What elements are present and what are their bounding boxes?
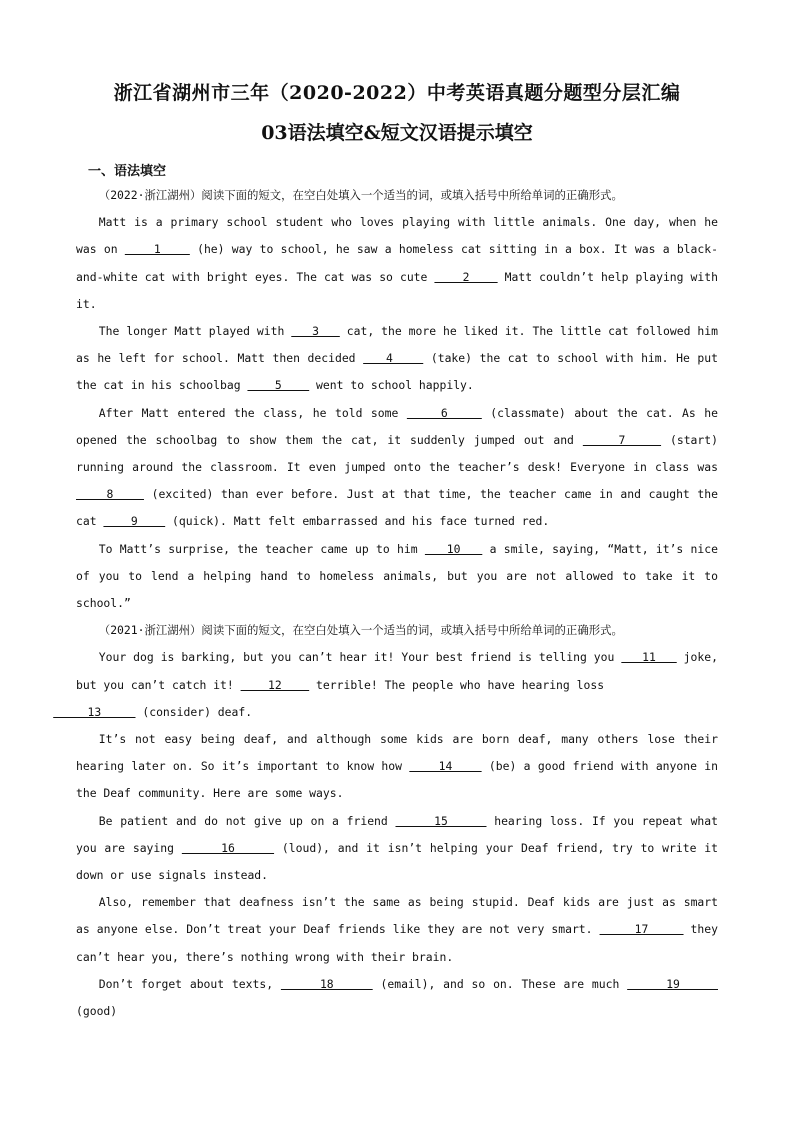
blank-19: 19	[627, 976, 718, 991]
blank-14: 14	[409, 759, 482, 774]
blank-11: 11	[621, 650, 677, 665]
blank-9: 9	[103, 514, 166, 529]
blank-17: 17	[599, 922, 684, 937]
passages	[53, 182, 719, 1025]
passage-2021-para-2: It’s not easy being deaf, and although some kids are born deaf, many others lose their hearing later on. So it’s important to know how 14 (be) a good friend with anyone in the Deaf community. Here are some ways.	[76, 732, 719, 801]
blank-5: 5	[247, 378, 310, 393]
passage-2021-intro: （2021·浙江湖州）阅读下面的短文，在空白处填入一个适当的词，或填入括号中所给单词的正确形式。	[98, 623, 623, 638]
doc-title: 浙江省湖州市三年（2020-2022）中考英语真题分题型分层汇编	[113, 82, 681, 104]
blank-3: 3	[291, 324, 340, 339]
section-heading: 一、语法填空	[88, 164, 167, 179]
passage-2021-para-1: Your dog is barking, but you can’t hear it! Your best friend is telling you 11 joke, but you can’t catch it! 12 terrible! The people who have hearing loss 13 (consider) deaf.	[53, 650, 718, 719]
passage-2022-para-2: The longer Matt played with 3 cat, the more he liked it. The little cat followed him as he left for school. Matt then decided 4 (take) the cat to school with him. He put the cat in his schoolbag 5 went to school happily.	[76, 324, 718, 393]
blank-18: 18	[280, 976, 373, 991]
passage-2021-para-5: Don’t forget about texts, 18 (email), and so on. These are much 19 (good)	[76, 976, 718, 1019]
doc-subtitle: 03语法填空&短文汉语提示填空	[261, 122, 533, 144]
blank-7: 7	[582, 432, 662, 447]
blank-10: 10	[424, 541, 483, 556]
blank-13: 13	[53, 704, 136, 719]
blank-12: 12	[240, 677, 310, 692]
passage-2022-intro: （2022·浙江湖州）阅读下面的短文，在空白处填入一个适当的词，或填入括号中所给单词的正确形式。	[98, 188, 623, 202]
blank-16: 16	[181, 840, 275, 855]
passage-2022-para-3: After Matt entered the class, he told some 6 (classmate) about the cat. As he opened the schoolbag to show them the cat, it suddenly jumped out and 7 (start) running around the classroom. It even jumped onto the teacher’s desk! Everyone in class was 8 (excited) than ever before. Just at that time, the teacher came in and caught the cat 9 (quick). Matt felt embarrassed and his face turned red.	[76, 405, 718, 529]
blank-2: 2	[434, 269, 498, 284]
passage-2021-para-3: Be patient and do not give up on a friend 15 hearing loss. If you repeat what you are saying 16 (loud), and it isn’t helping your Deaf friend, try to write it down or use signals instead.	[76, 813, 718, 883]
blank-6: 6	[406, 405, 482, 420]
passage-2021-para-4: Also, remember that deafness isn’t the same as being stupid. Deaf kids are just as smart as anyone else. Don’t treat your Deaf friends like they are not very smart. 17 they can’t hear you, there’s nothing wrong with their brain.	[76, 895, 718, 964]
passage-2022-para-1: Matt is a primary school student who loves playing with little animals. One day, when he was on 1 (he) way to school, he saw a homeless cat sitting in a box. It was a black-and-white cat with bright eyes. The cat was so cute 2 Matt couldn’t help playing with it.	[76, 215, 718, 311]
blank-1: 1	[124, 242, 190, 257]
blank-15: 15	[395, 813, 487, 828]
blank-4: 4	[363, 351, 424, 366]
passage-2022-para-4: To Matt’s surprise, the teacher came up to him 10 a smile, saying, “Matt, it’s nice of you to lend a helping hand to homeless animals, but you are not allowed to take it to school.”	[76, 541, 718, 611]
blank-8: 8	[76, 487, 144, 502]
